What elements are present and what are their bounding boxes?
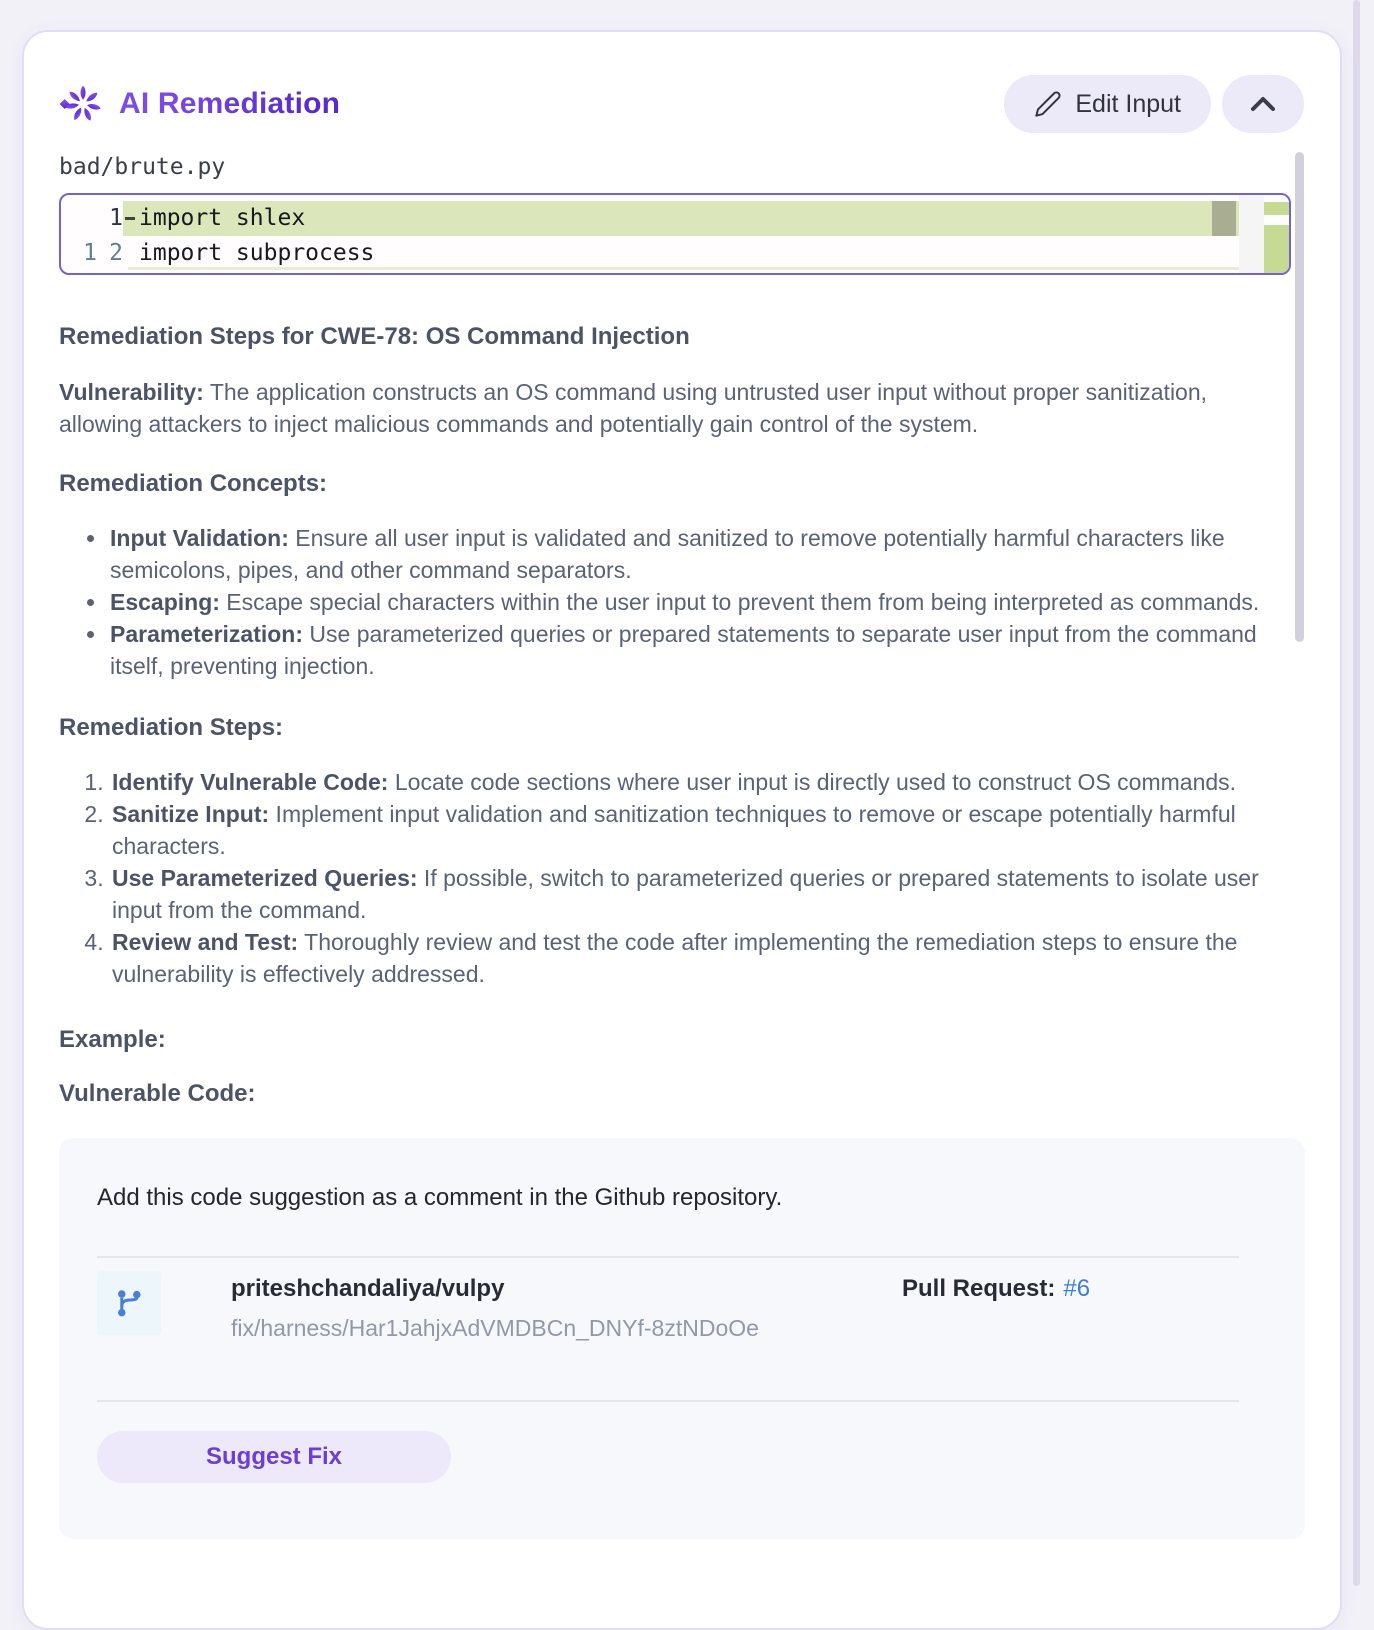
vulnerability-paragraph: Vulnerability: The application constructs an OS command using untrusted user input without proper sanitization, allowing attackers to inject malicious commands and potentially gain control of the system.	[59, 379, 1208, 437]
repository-info	[231, 1275, 902, 1342]
steps-heading: Remediation Steps:	[59, 714, 284, 741]
new-line-number: 2	[109, 240, 123, 266]
ai-remediation-panel	[22, 30, 1342, 1630]
suggest-fix-button[interactable]: Suggest Fix	[97, 1431, 451, 1483]
pull-request-link[interactable]: #6	[1063, 1275, 1091, 1302]
code-diff-editor[interactable]	[59, 193, 1291, 275]
list-item: • Parameterization: Use parameterized queries or prepared statements to separate user input from the command itself, preventing injection.	[108, 618, 1284, 682]
vulnerable-code-heading: Vulnerable Code:	[59, 1080, 256, 1107]
collapse-button[interactable]	[1222, 75, 1304, 133]
editor-minimap[interactable]	[1239, 195, 1289, 273]
main-heading: Remediation Steps for CWE-78: OS Command Injection	[59, 323, 690, 350]
diff-filename: bad/brute.py	[59, 154, 226, 180]
panel-header	[59, 75, 1304, 133]
git-branch-icon	[97, 1271, 161, 1335]
remediation-content	[59, 323, 1284, 1108]
pull-request-label: Pull Request:	[902, 1275, 1056, 1302]
example-heading: Example:	[59, 1026, 166, 1053]
repository-row	[97, 1271, 1267, 1342]
list-item: 1. Identify Vulnerable Code: Locate code sections where user input is directly used to construct OS commands.	[110, 766, 1284, 798]
code-text: import subprocess	[139, 240, 375, 266]
list-item: 3. Use Parameterized Queries: If possible, switch to parameterized queries or prepared statements to isolate user input from the command.	[110, 862, 1284, 926]
minimap-gutter	[1239, 195, 1264, 273]
minimap-added-mark	[1264, 225, 1289, 275]
chevron-up-icon	[1246, 91, 1280, 117]
concepts-heading: Remediation Concepts:	[59, 470, 328, 497]
old-line-number	[61, 201, 97, 236]
minimap-added-mark	[1264, 202, 1289, 215]
code-suggestion-card	[59, 1138, 1305, 1539]
panel-title: AI Remediation	[119, 87, 341, 120]
panel-scrollbar-thumb[interactable]	[1295, 152, 1304, 642]
branch-name: fix/harness/Har1JahjxAdVMDBCn_DNYf-8ztNDoOe	[231, 1315, 759, 1341]
diff-line-unchanged	[61, 236, 1289, 271]
editor-scrollbar-slider[interactable]	[1212, 201, 1236, 236]
new-line-number: 1	[109, 205, 123, 231]
suggestion-instruction: Add this code suggestion as a comment in the Github repository.	[97, 1184, 783, 1211]
divider	[97, 1256, 1239, 1258]
header-actions	[1004, 75, 1304, 133]
repository-name: priteshchandaliya/vulpy	[231, 1275, 505, 1302]
old-line-number: 1	[83, 240, 97, 266]
ai-flower-icon	[59, 80, 105, 128]
diff-line-added	[61, 201, 1289, 236]
code-text: import shlex	[123, 201, 1239, 236]
list-item: • Input Validation: Ensure all user input is validated and sanitized to remove potentially harmful characters like semicolons, pipes, and other command separators.	[108, 522, 1284, 586]
list-item: 2. Sanitize Input: Implement input validation and sanitization techniques to remove or escape potentially harmful characters.	[110, 798, 1284, 862]
pull-request-block	[902, 1275, 1090, 1303]
diff-next-hunk-edge	[128, 267, 1239, 270]
vulnerability-label: Vulnerability:	[59, 379, 204, 405]
edit-input-button[interactable]	[1004, 75, 1211, 133]
pencil-icon	[1034, 90, 1062, 118]
list-item: 4. Review and Test: Thoroughly review and test the code after implementing the remediation steps to ensure the vulnerability is effectively addressed.	[110, 926, 1284, 990]
concepts-list	[59, 522, 1284, 682]
page-scrollbar-track[interactable]	[1353, 0, 1360, 1586]
steps-list	[59, 766, 1284, 990]
list-item: • Escaping: Escape special characters within the user input to prevent them from being interpreted as commands.	[108, 586, 1284, 618]
edit-input-label: Edit Input	[1075, 89, 1181, 118]
divider	[97, 1400, 1239, 1402]
